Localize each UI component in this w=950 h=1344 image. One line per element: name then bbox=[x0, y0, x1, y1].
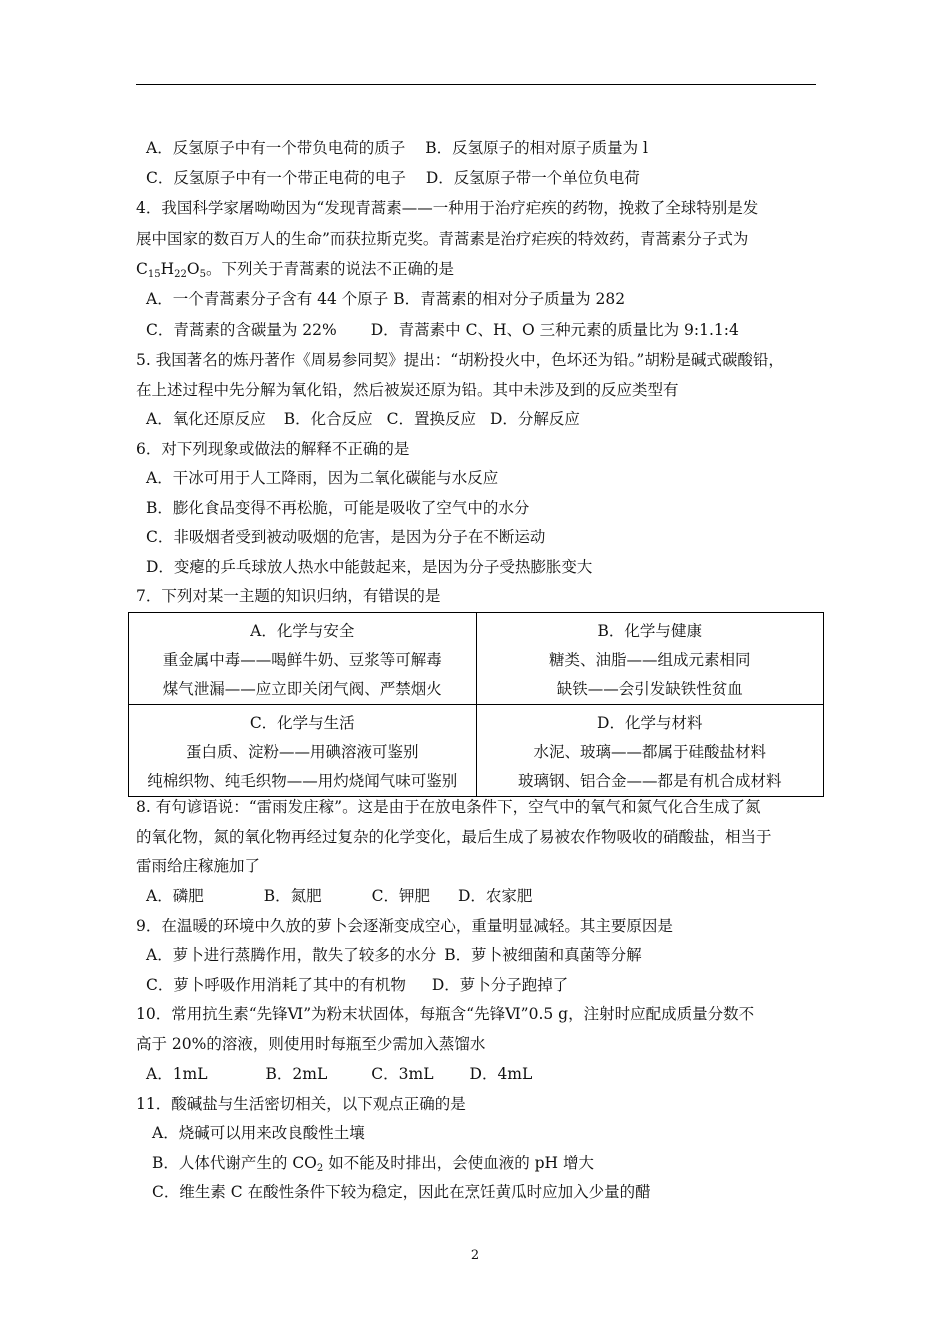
q4-option-ab: A．一个青蒿素分子含有 44 个原子 B．青蒿素的相对分子质量为 282 bbox=[146, 290, 626, 308]
q4-options-cd bbox=[146, 320, 739, 340]
q5-option-d: D．分解反应 bbox=[489, 410, 580, 428]
q8-option-c: C．钾肥 bbox=[371, 887, 430, 905]
q4-option-c: C．青蒿素的含碳量为 22% bbox=[146, 321, 337, 339]
q10-option-d: D．4mL bbox=[469, 1065, 533, 1083]
q8-stem-line1: 8. 有句谚语说：“雷雨发庄稼”。这是由于在放电条件下，空气中的氧气和氮气化合生成了氮 bbox=[136, 798, 761, 816]
page-number: 2 bbox=[470, 1248, 480, 1263]
q11-option-b: B．人体代谢产生的 $CO_2$ 如不能及时排出，会使血液的 pH 增大 bbox=[152, 1154, 594, 1174]
table-cell-c bbox=[129, 705, 477, 797]
q9-options-ab bbox=[146, 945, 642, 965]
cell-title: B．化学与健康 bbox=[597, 622, 702, 640]
q3-option-d: D．反氢原子带一个单位负电荷 bbox=[425, 169, 640, 187]
q11-stem: 11．酸碱盐与生活密切相关，以下观点正确的是 bbox=[136, 1095, 466, 1113]
q5-option-a: A．氧化还原反应 bbox=[146, 410, 266, 428]
table-cell-a bbox=[129, 613, 477, 705]
q8-option-d: D．农家肥 bbox=[457, 887, 533, 905]
q9-option-c: C．萝卜呼吸作用消耗了其中的有机物 bbox=[146, 976, 406, 994]
q9-option-b: B．萝卜被细菌和真菌等分解 bbox=[444, 946, 642, 964]
cell-line: 玻璃钢、铝合金——都是有机合成材料 bbox=[517, 772, 782, 790]
q4-stem-line1: 4．我国科学家屠呦呦因为“发现青蒿素——一种用于治疗疟疾的药物，挽救了全球特别是发 bbox=[136, 199, 759, 217]
q8-stem-line2: 的氧化物，氮的氧化物再经过复杂的化学变化，最后生成了易被农作物吸收的硝酸盐，相当于 bbox=[136, 828, 772, 846]
q3-options-row1 bbox=[146, 138, 648, 158]
q10-stem-line2: 高于 20%的溶液，则使用时每瓶至少需加入蒸馏水 bbox=[136, 1035, 486, 1053]
q6-stem: 6．对下列现象或做法的解释不正确的是 bbox=[136, 440, 410, 458]
q8-option-b: B．氮肥 bbox=[263, 887, 322, 905]
q8-option-a: A．磷肥 bbox=[146, 887, 204, 905]
q5-options bbox=[146, 409, 580, 429]
q4-formula: $C_{15}H_{22}O_5$ bbox=[136, 260, 206, 280]
q6-option-b: B．膨化食品变得不再松脆，可能是吸收了空气中的水分 bbox=[146, 499, 530, 517]
q11-option-a: A．烧碱可以用来改良酸性土壤 bbox=[152, 1124, 365, 1142]
table-row bbox=[129, 705, 824, 797]
table-cell-d bbox=[476, 705, 824, 797]
q4-stem-line2: 展中国家的数百万人的生命”而获拉斯克奖。青蒿素是治疗疟疾的特效药，青蒿素分子式为 bbox=[136, 230, 749, 248]
q7-stem: 7．下列对某一主题的知识归纳，有错误的是 bbox=[136, 587, 441, 605]
q7-knowledge-table bbox=[128, 612, 824, 797]
q6-option-c: C．非吸烟者受到被动吸烟的危害，是因为分子在不断运动 bbox=[146, 528, 546, 546]
q10-option-c: C．3mL bbox=[371, 1065, 434, 1083]
q9-option-a: A．萝卜进行蒸腾作用，散失了较多的水分 bbox=[146, 946, 437, 964]
q11-option-c: C．维生素 C 在酸性条件下较为稳定，因此在烹饪黄瓜时应加入少量的醋 bbox=[152, 1183, 651, 1201]
q5-option-c: C．置换反应 bbox=[386, 410, 476, 428]
q4-option-d: D．青蒿素中 C、H、O 三种元素的质量比为 9:1.1:4 bbox=[370, 321, 739, 339]
cell-line: 煤气泄漏——应立即关闭气阀、严禁烟火 bbox=[162, 680, 442, 698]
q3-option-a: A．反氢原子中有一个带负电荷的质子 bbox=[146, 139, 406, 157]
header-rule bbox=[136, 84, 816, 85]
q3-option-b: B．反氢原子的相对原子质量为 l bbox=[425, 139, 648, 157]
q9-options-cd bbox=[146, 975, 568, 995]
cell-title: A．化学与安全 bbox=[250, 622, 355, 640]
q5-option-b: B．化合反应 bbox=[283, 410, 373, 428]
q5-stem-line2: 在上述过程中先分解为氧化铅，然后被炭还原为铅。其中未涉及到的反应类型有 bbox=[136, 381, 679, 399]
q3-options-row2 bbox=[146, 168, 640, 188]
q5-stem-line1: 5. 我国著名的炼丹著作《周易参同契》提出：“胡粉投火中，色坏还为铅。”胡粉是碱式碳酸铅， bbox=[136, 351, 784, 369]
q4-stem-line3: $C_{15}H_{22}O_5$。下列关于青蒿素的说法不正确的是 bbox=[136, 260, 454, 280]
q10-options bbox=[146, 1064, 532, 1084]
q6-option-a: A．干冰可用于人工降雨，因为二氧化碳能与水反应 bbox=[146, 469, 499, 487]
q6-option-d: D．变瘪的乒乓球放人热水中能鼓起来，是因为分子受热膨胀变大 bbox=[146, 558, 593, 576]
q10-stem-line1: 10．常用抗生素“先锋Ⅵ”为粉末状固体，每瓶含“先锋Ⅵ”0.5 g，注射时应配成质量分数不 bbox=[136, 1005, 755, 1023]
q3-option-c: C．反氢原子中有一个带正电荷的电子 bbox=[146, 169, 406, 187]
q10-option-a: A．1mL bbox=[146, 1065, 208, 1083]
table-cell-b bbox=[476, 613, 824, 705]
q8-options bbox=[146, 886, 532, 906]
cell-line: 蛋白质、淀粉——用碘溶液可鉴别 bbox=[185, 743, 419, 761]
table-row bbox=[129, 613, 824, 705]
q9-stem: 9．在温暖的环境中久放的萝卜会逐渐变成空心，重量明显减轻。其主要原因是 bbox=[136, 917, 673, 935]
cell-line: 纯棉织物、纯毛织物——用灼烧闻气味可鉴别 bbox=[147, 772, 458, 790]
cell-title: C．化学与生活 bbox=[249, 714, 355, 732]
q9-option-d: D．萝卜分子跑掉了 bbox=[431, 976, 569, 994]
cell-line: 水泥、玻璃——都属于硅酸盐材料 bbox=[533, 743, 766, 761]
cell-line: 重金属中毒——喝鲜牛奶、豆浆等可解毒 bbox=[162, 651, 442, 669]
cell-line: 缺铁——会引发缺铁性贫血 bbox=[556, 680, 743, 698]
cell-title: D．化学与材料 bbox=[597, 714, 703, 732]
q10-option-b: B．2mL bbox=[265, 1065, 328, 1083]
cell-line: 糖类、油脂——组成元素相同 bbox=[548, 651, 751, 669]
q8-stem-line3: 雷雨给庄稼施加了 bbox=[136, 857, 261, 875]
